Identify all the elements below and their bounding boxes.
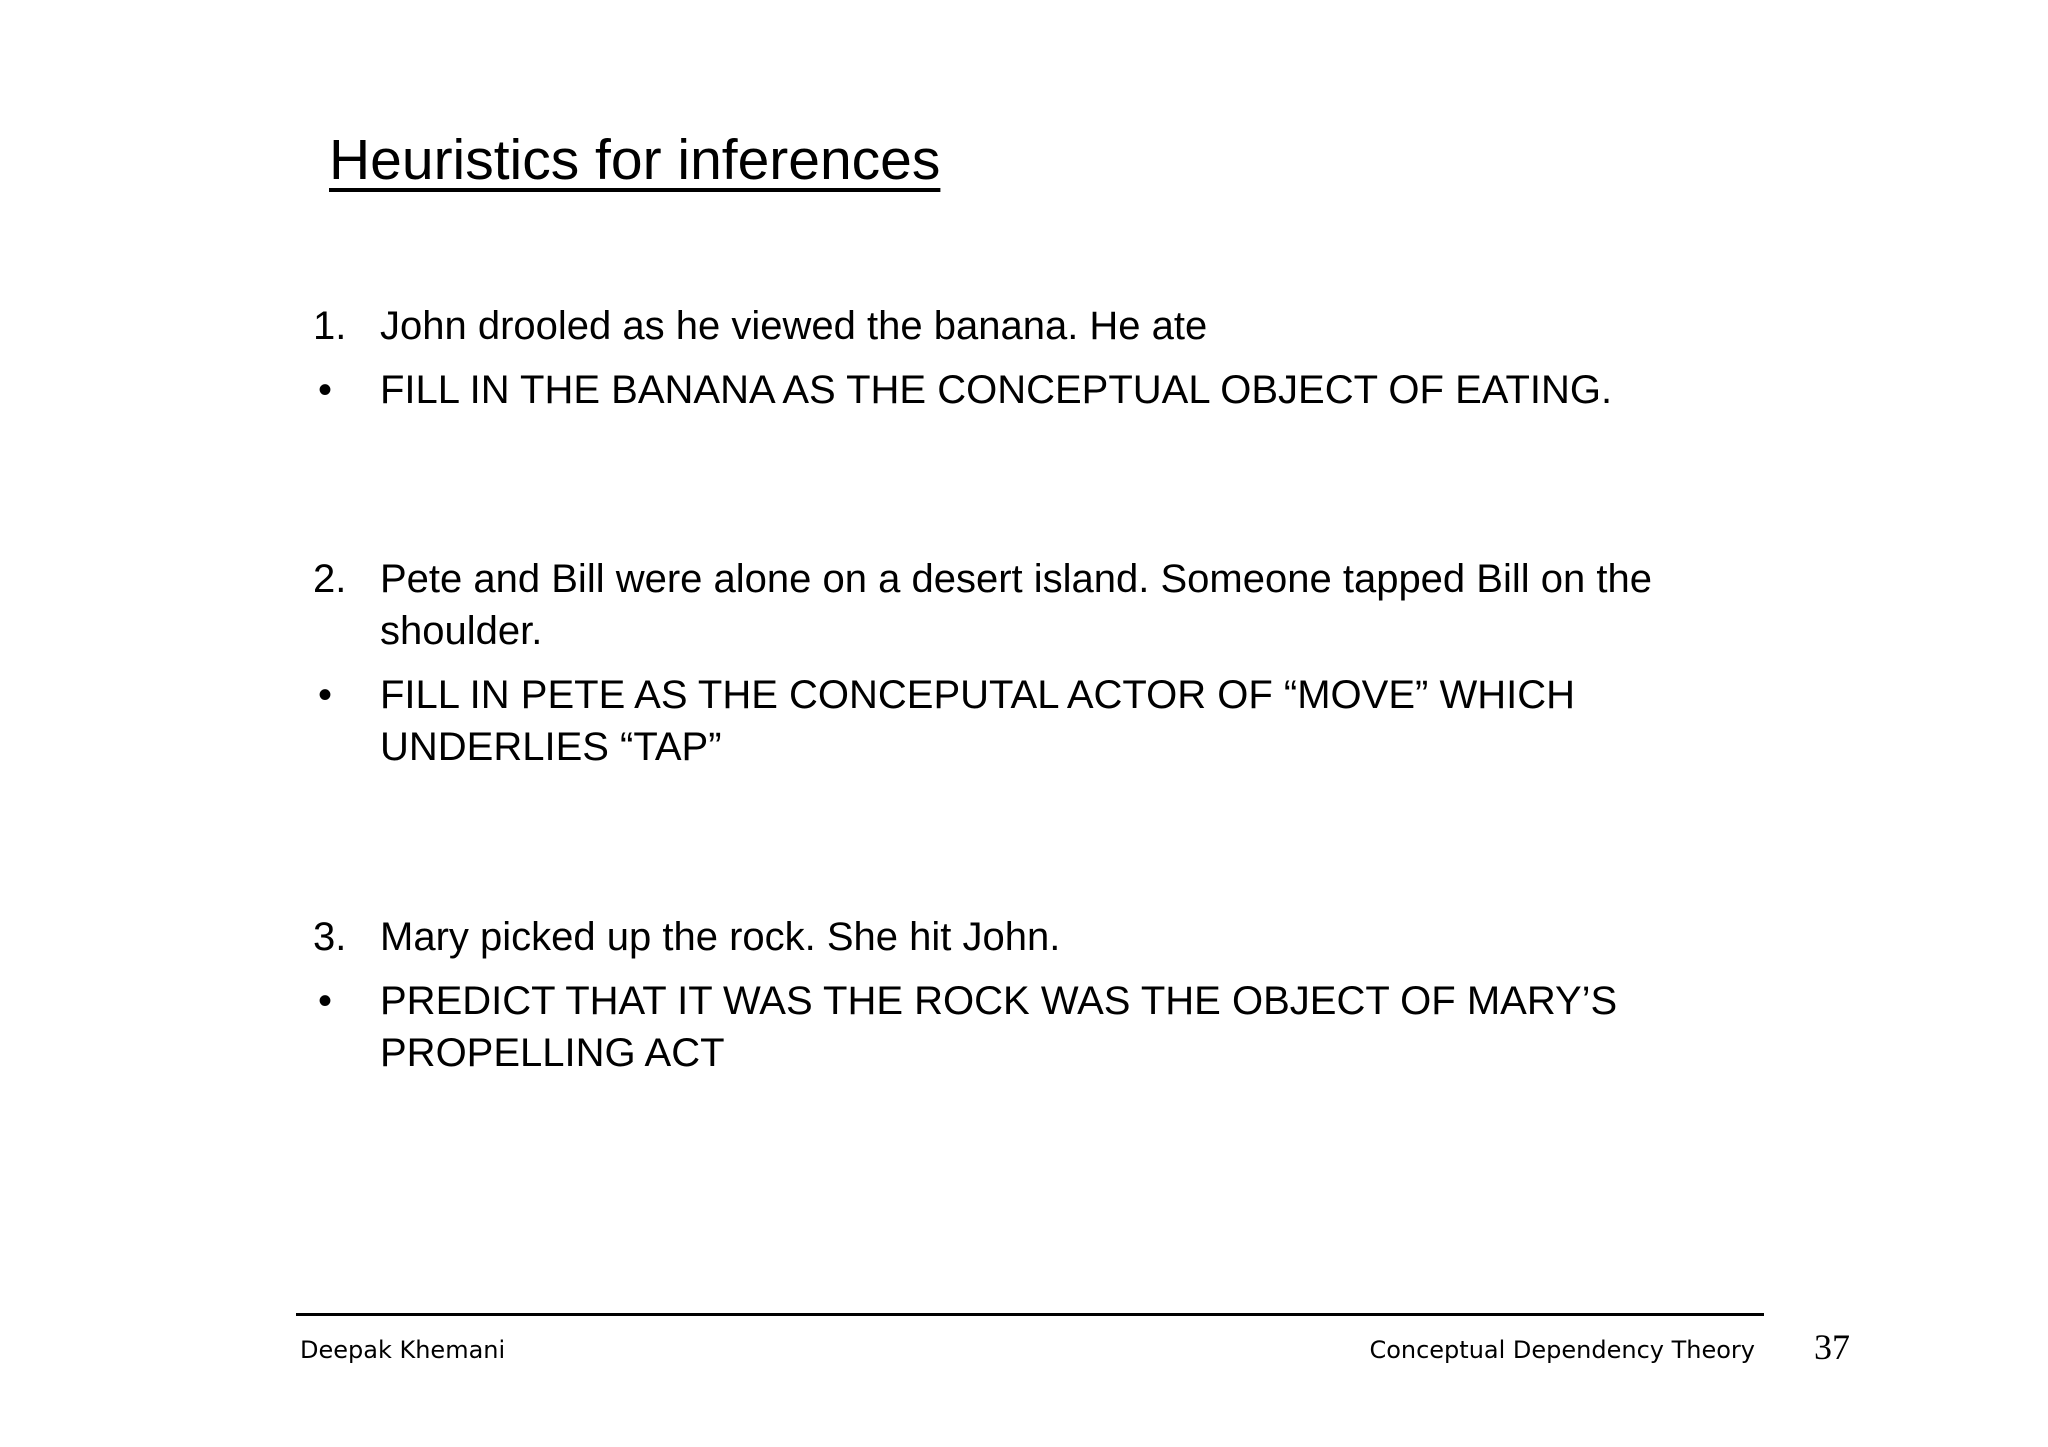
item-number: 2. [313,557,347,601]
item-number: 3. [313,915,347,959]
example-sentence-continued: shoulder. [380,609,543,653]
item-number: 1. [313,304,347,348]
example-sentence: Mary picked up the rock. She hit John. [380,915,1061,959]
bullet-marker: • [318,368,333,412]
heuristic-text: FILL IN THE BANANA AS THE CONCEPTUAL OBJECT OF EATING. [380,368,1613,412]
inference-item-1 [0,300,2048,416]
footer-topic: Conceptual Dependency Theory [1369,1336,1755,1364]
bullet-marker: • [318,673,333,717]
slide-title: Heuristics for inferences [329,128,941,192]
heuristic-text: PREDICT THAT IT WAS THE ROCK WAS THE OBJECT OF MARY’S [380,979,1618,1023]
example-sentence: John drooled as he viewed the banana. He ate [380,304,1208,348]
heuristic-text-continued: UNDERLIES “TAP” [380,725,722,769]
bullet-marker: • [318,979,333,1023]
inference-item-2 [0,553,2048,773]
heuristic-text-continued: PROPELLING ACT [380,1031,725,1075]
heuristic-text: FILL IN PETE AS THE CONCEPUTAL ACTOR OF “MOVE” WHICH [380,673,1575,717]
inference-item-3 [0,911,2048,1079]
footer-author: Deepak Khemani [300,1336,506,1364]
footer-divider [296,1313,1764,1316]
page-number: 37 [1814,1327,1850,1367]
example-sentence: Pete and Bill were alone on a desert island. Someone tapped Bill on the [380,557,1652,601]
